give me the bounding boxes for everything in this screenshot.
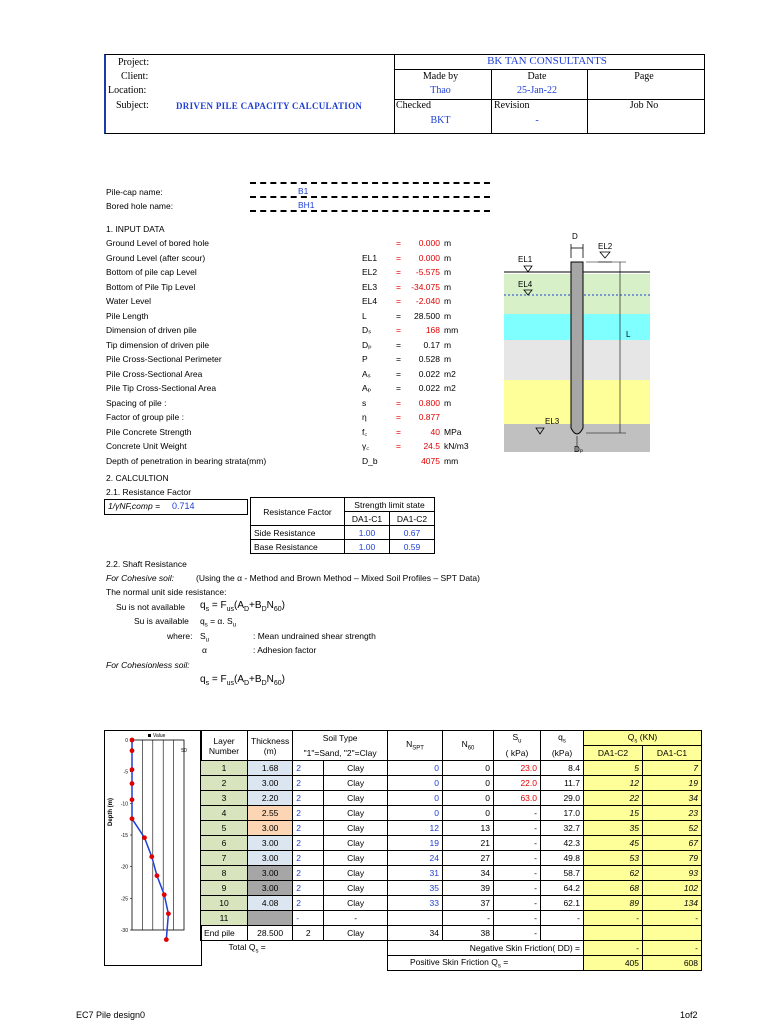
chart-plot-area — [132, 740, 184, 930]
col-n60: $N_{60}$ — [443, 731, 494, 761]
shaft-table — [200, 730, 702, 971]
gamma-label: 1/γNF,comp = — [108, 501, 161, 511]
input-row-unit: m — [444, 310, 452, 321]
positive-skin-c2: 405 — [584, 956, 643, 971]
input-row-unit: m — [444, 238, 452, 248]
input-row-label: Pile Length — [106, 310, 149, 321]
input-row-label: Ground Level of bored hole — [106, 238, 210, 248]
diagram-el2-label: EL2 — [598, 242, 613, 251]
location-label: Location: — [108, 85, 147, 96]
depth-chart — [104, 730, 200, 964]
chart-point — [162, 892, 167, 897]
input-row-equals: = — [396, 252, 401, 263]
input-row-symbol: Dₛ — [362, 325, 372, 335]
shaft-title: 2.2. Shaft Resistance — [106, 559, 187, 569]
input-row-value: 0.022 — [418, 383, 440, 393]
date-value: 25-Jan-22 — [517, 85, 557, 96]
table-row: 6 3.00 2 Clay 19 21 - 42.3 45 67 — [201, 836, 702, 851]
input-row-label: Pile Cross-Sectional Area — [106, 368, 203, 379]
col-thickness: Thickness (m) — [248, 731, 293, 761]
input-row-equals: = — [396, 441, 401, 451]
chart-ytick-label: -30 — [120, 928, 128, 934]
input-row-label: Pile Concrete Strength — [106, 426, 192, 437]
input-row-unit: MPa — [444, 426, 462, 437]
table-row: 10 4.08 2 Clay 33 37 - 62.1 89 134 — [201, 896, 702, 911]
input-row-label: Factor of group pile : — [106, 412, 184, 422]
input-row-symbol: Aₛ — [362, 368, 371, 379]
cohesive-label: For Cohesive soil: — [106, 573, 175, 583]
col-qs-kn: $Q_s$ (KN) — [584, 731, 702, 746]
input-row-equals: = — [396, 412, 401, 422]
input-row-equals: = — [396, 325, 401, 335]
input-row-label: Pile Cross-Sectional Perimeter — [106, 354, 222, 364]
el1-marker — [524, 266, 532, 272]
table-row: 4 2.55 2 Clay 0 0 - 17.0 15 23 — [201, 806, 702, 821]
chart-point — [142, 835, 147, 840]
positive-skin-c1: 608 — [643, 956, 702, 971]
company-name: BK TAN CONSULTANTS — [487, 55, 607, 67]
input-row-label: Concrete Unit Weight — [106, 441, 187, 451]
calc-title: 2. CALCULTION — [106, 473, 169, 483]
cohesive-method: (Using the α - Method and Brown Method – Mixed Soil Profiles – SPT Data) — [196, 573, 480, 583]
subject-title: DRIVEN PILE CAPACITY CALCULATION — [176, 101, 363, 111]
alpha-definition: : Adhesion factor — [253, 645, 317, 655]
rf-strength-header: Strength limit state — [345, 498, 435, 512]
table-row: 8 3.00 2 Clay 31 34 - 58.7 62 93 — [201, 866, 702, 881]
chart-point — [166, 911, 171, 916]
input-row-label: Dimension of driven pile — [106, 325, 197, 335]
diagram-el1-label: EL1 — [518, 255, 533, 264]
diagram-d-label: D — [572, 232, 578, 241]
chart-point — [130, 748, 135, 753]
chart-ytick-label: -5 — [123, 769, 128, 776]
rf-row-base: Base Resistance 1.00 0.59 — [251, 540, 435, 554]
input-row-value: -5.575 — [415, 267, 440, 277]
chart-point — [149, 854, 154, 859]
positive-skin-label: Positive Skin Friction $Q_s$ = — [388, 956, 584, 971]
input-row-unit: m — [444, 252, 452, 263]
input-row-equals: = — [396, 354, 401, 364]
input-title: 1. INPUT DATA — [106, 224, 165, 234]
project-label: Project: — [118, 57, 150, 68]
client-label: Client: — [121, 71, 149, 82]
input-row-equals: = — [396, 310, 401, 321]
col-soil-sub: "1"=Sand, "2"=Clay — [293, 746, 388, 761]
table-row-positive-skin — [201, 956, 702, 971]
borehole-label: Bored hole name: — [106, 201, 174, 211]
input-row-value: 0.528 — [418, 354, 440, 364]
input-row-symbol: D_b — [362, 455, 378, 466]
chart-xtick-label: 50 — [181, 748, 187, 754]
input-row-unit: m — [444, 281, 452, 292]
input-row-symbol: f꜀ — [362, 426, 368, 437]
cohesionless-label: For Cohesionless soil: — [106, 660, 190, 670]
input-row-symbol: EL1 — [362, 252, 378, 263]
input-row-unit: mm — [444, 455, 459, 466]
diagram-dp-label: Dₚ — [574, 445, 584, 454]
diagram-el4-label: EL4 — [518, 280, 533, 289]
su-symbol: $S_u$ — [200, 631, 210, 644]
input-row-value: 0.800 — [418, 397, 440, 408]
chart-legend-label: Value — [153, 733, 166, 739]
normal-unit-label: The normal unit side resistance: — [106, 587, 227, 597]
input-row-unit: m2 — [444, 383, 456, 393]
revision-value: - — [535, 115, 539, 126]
input-row-unit: m — [444, 397, 452, 408]
formula-qs-2: $q_s = \alpha$. $S_u$ — [200, 616, 237, 629]
input-row-value: 0.877 — [418, 412, 440, 422]
col-su-unit: ( kPa) — [494, 746, 541, 761]
pilecap-value: B1 — [298, 186, 309, 196]
chart-legend-marker — [148, 734, 151, 737]
rf-header: Resistance Factor — [251, 498, 345, 526]
col-qs: $q_s$ — [541, 731, 584, 746]
input-row-equals: = — [396, 383, 401, 393]
input-row-symbol: P — [362, 354, 368, 364]
chart-point — [130, 738, 135, 743]
input-row-symbol: η — [362, 412, 367, 422]
input-row-symbol: EL4 — [362, 296, 378, 306]
negative-skin-c1: - — [643, 941, 702, 956]
input-row-value: 28.500 — [414, 310, 440, 321]
chart-point — [130, 767, 135, 772]
made-by-value: Thao — [430, 85, 451, 96]
chart-point — [155, 873, 160, 878]
date-label: Date — [527, 71, 547, 82]
input-row-unit: m — [444, 339, 452, 350]
input-row-value: 4075 — [421, 455, 440, 466]
job-no-label: Job No — [629, 100, 659, 111]
table-row: 7 3.00 2 Clay 24 27 - 49.8 53 79 — [201, 851, 702, 866]
col-soil-type: Soil Type — [293, 731, 388, 746]
chart-ytick-label: -25 — [120, 896, 128, 903]
checked-value: BKT — [430, 115, 451, 126]
table-row-end-pile: End pile 28.500 2 Clay 34 38 - — [201, 926, 702, 941]
input-row-equals: = — [396, 397, 401, 408]
chart-ytick-label: -15 — [120, 833, 128, 839]
input-row-value: 0.000 — [418, 238, 440, 248]
checked-label: Checked — [396, 100, 431, 111]
chart-point — [164, 937, 169, 942]
input-row-value: -34.075 — [411, 281, 440, 292]
input-row-equals: = — [396, 368, 401, 379]
col-su: $S_u$ — [494, 731, 541, 746]
input-row-label: Ground Level (after scour) — [106, 252, 206, 263]
input-row-label: Bottom of pile cap Level — [106, 267, 197, 277]
su-available: Su is available — [134, 616, 189, 626]
subject-label: Subject: — [116, 100, 149, 111]
revision-label: Revision — [494, 100, 530, 111]
col-layer: Layer Number — [201, 731, 248, 761]
footer-left: EC7 Pile design0 — [76, 1010, 146, 1020]
input-row-label: Water Level — [106, 296, 152, 306]
table-row: 11 - - - - - - - — [201, 911, 702, 926]
gamma-value: 0.714 — [172, 501, 195, 511]
page-label: Page — [634, 71, 654, 82]
input-row-value: 24.5 — [423, 441, 440, 451]
input-row-symbol: EL3 — [362, 281, 378, 292]
input-row-value: 168 — [425, 325, 440, 335]
input-row-unit: m — [444, 354, 452, 364]
input-row-unit: mm — [444, 325, 459, 335]
chart-ytick-label: -10 — [120, 801, 128, 808]
su-definition: : Mean undrained shear strength — [253, 631, 376, 641]
input-row-symbol: γ꜀ — [362, 441, 370, 451]
made-by-label: Made by — [422, 71, 459, 82]
input-row-equals: = — [396, 339, 401, 350]
col-da1-c2: DA1-C2 — [584, 746, 643, 761]
su-not-available: Su is not available — [116, 602, 185, 612]
total-qs-label: Total $Q_s$ = — [201, 941, 388, 956]
diagram-el3-label: EL3 — [545, 417, 560, 426]
col-nspt: $N_{SPT}$ — [388, 731, 443, 761]
input-row-unit: kN/m3 — [444, 441, 469, 451]
rf-col-c1: DA1-C1 — [345, 512, 390, 526]
chart-point — [130, 781, 135, 786]
input-row-value: 0.17 — [423, 339, 440, 350]
where-label: where: — [167, 631, 193, 641]
input-row-label: Spacing of pile : — [106, 397, 167, 408]
diagram-l-label: L — [626, 330, 631, 339]
input-row-equals: = — [396, 426, 401, 437]
input-row-label: Pile Tip Cross-Sectional Area — [106, 383, 217, 393]
input-row-value: -2.040 — [415, 296, 440, 306]
chart-ytick-label: -20 — [120, 864, 128, 871]
input-row-symbol: Aₚ — [362, 383, 372, 393]
table-row: 3 2.20 2 Clay 0 0 63.0 29.0 22 34 — [201, 791, 702, 806]
el2-marker — [600, 252, 610, 258]
table-row: 1 1.68 2 Clay 0 0 23.0 8.4 5 7 — [201, 761, 702, 776]
input-row-unit: m2 — [444, 368, 456, 379]
chart-point — [130, 797, 135, 802]
rf-row-side: Side Resistance 1.00 0.67 — [251, 526, 435, 540]
borehole-value: BH1 — [298, 200, 315, 210]
alpha-symbol: α — [202, 645, 207, 655]
chart-ylabel: Depth (m) — [108, 798, 114, 826]
input-row-symbol: EL2 — [362, 267, 378, 277]
table-row: 2 3.00 2 Clay 0 0 22.0 11.7 12 19 — [201, 776, 702, 791]
resistance-factor-table — [250, 497, 435, 554]
input-row-symbol: L — [362, 310, 367, 321]
formula-qs-1: $q_s = F_{us}(A_D+B_DN_{60})$ — [200, 600, 285, 613]
input-row-equals: = — [396, 281, 401, 292]
formula-qs-3: $q_s = F_{us}(A_D+B_DN_{60})$ — [200, 674, 285, 687]
negative-skin-c2: - — [584, 941, 643, 956]
table-row: 9 3.00 2 Clay 35 39 - 64.2 68 102 — [201, 881, 702, 896]
chart-point — [130, 816, 135, 821]
input-row-unit: m — [444, 267, 452, 277]
input-row-equals: = — [396, 267, 401, 277]
table-row-negative-skin — [201, 941, 702, 956]
input-row-unit: m — [444, 296, 452, 306]
pile-shape — [571, 262, 583, 434]
input-row-equals: = — [396, 296, 401, 306]
input-row-label: Tip dimension of driven pile — [106, 339, 210, 350]
input-row-label: Depth of penetration in bearing strata(mm) — [106, 455, 267, 466]
col-da1-c1: DA1-C1 — [643, 746, 702, 761]
rf-col-c2: DA1-C2 — [390, 512, 435, 526]
input-row-value: 0.022 — [418, 368, 440, 379]
input-row-value: 0.000 — [418, 252, 440, 263]
input-row-label: Bottom of Pile Tip Level — [106, 281, 196, 292]
input-row-equals: = — [396, 238, 401, 248]
negative-skin-label: Negative Skin Friction( DD) = — [388, 941, 584, 956]
footer-right: 1of2 — [680, 1010, 698, 1020]
pilecap-label: Pile-cap name: — [106, 187, 163, 197]
input-row-symbol: Dₚ — [362, 339, 372, 350]
input-row-symbol: s — [362, 397, 367, 408]
table-row: 5 3.00 2 Clay 12 13 - 32.7 35 52 — [201, 821, 702, 836]
chart-ytick-label: 0 — [125, 738, 128, 744]
rf-title: 2.1. Resistance Factor — [106, 487, 192, 497]
input-row-value: 40 — [430, 426, 440, 437]
col-qs-unit: (kPa) — [541, 746, 584, 761]
